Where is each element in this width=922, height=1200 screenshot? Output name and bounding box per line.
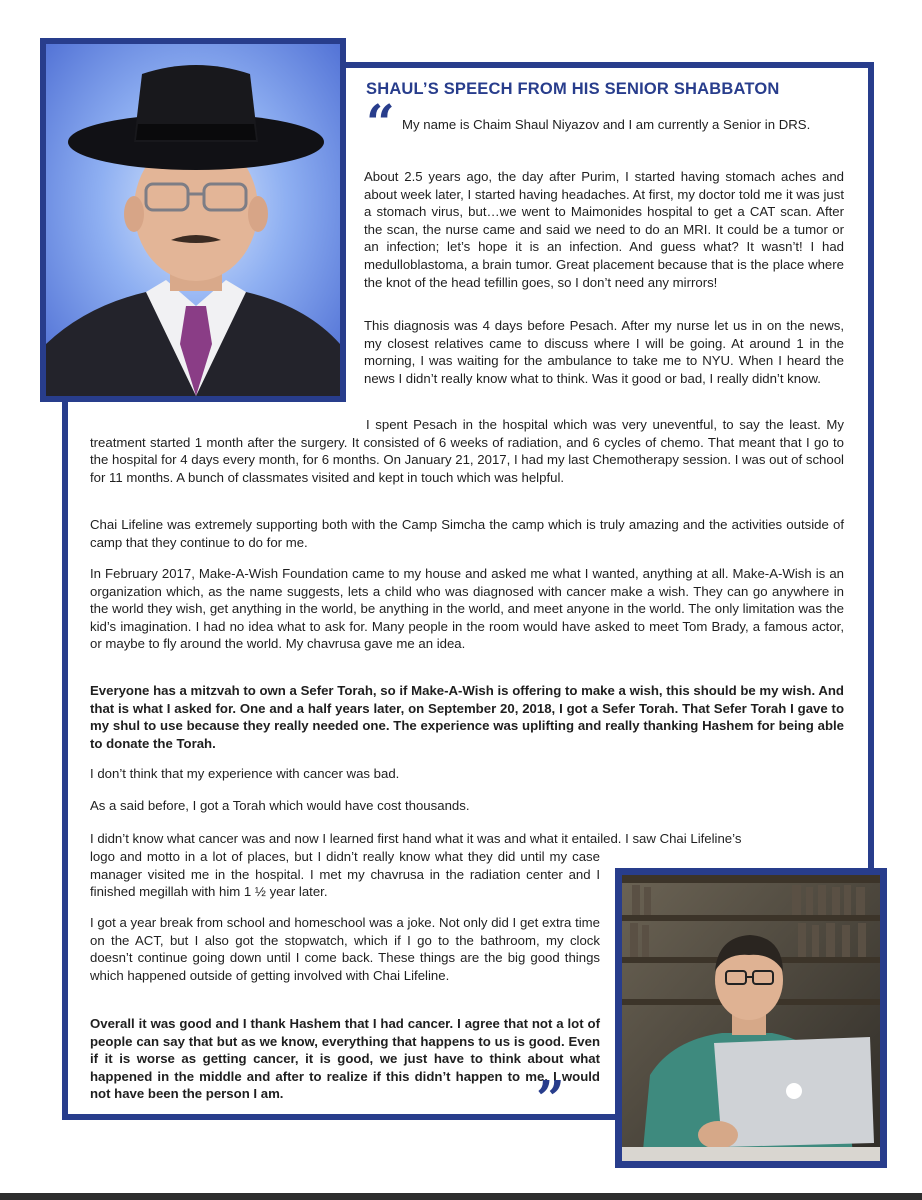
paragraph-chai-lifeline: Chai Lifeline was extremely supporting both with the Camp Simcha the camp which is truly amazing and the activities outside of camp that they continue to do for me.	[90, 517, 844, 550]
portrait-photo-hat	[40, 38, 346, 402]
bottom-edge-strip	[0, 1193, 922, 1200]
paragraph-torah-cost: As a said before, I got a Torah which would have cost thousands.	[90, 798, 470, 813]
open-quote-mark: “	[366, 93, 395, 152]
article-title: SHAUL’S SPEECH FROM HIS SENIOR SHABBATON	[366, 80, 780, 98]
paragraph-experience: I don’t think that my experience with cancer was bad.	[90, 766, 400, 781]
paragraph-diagnosis: This diagnosis was 4 days before Pesach. After my nurse let us in on the news, my closest relatives came to discuss where I will be going. At around 1 in the morning, I was waiting for the ambulance to take me to NYU. When I heard the news I didn’t really know what to think. Was it good or bad, I really didn’t know.	[364, 318, 844, 386]
paragraph-learning-line2: logo and motto in a lot of places, but I didn’t really know what they did until my case manager visited me in the hospital. I met my chavrusa in the radiation center and I finished megillah with him 1 ½ year later.	[90, 849, 600, 900]
close-quote-mark: ”	[536, 1069, 565, 1128]
photo-student-laptop	[615, 868, 887, 1168]
paragraph-school-break: I got a year break from school and homeschool was a joke. Not only did I get extra time on the ACT, but I also got the stopwatch, which if I go to the bathroom, my clock doesn’t continue going down until I come back. These things are the big good things which happened outside of getting involved with Chai Lifeline.	[90, 915, 600, 983]
paragraph-intro: My name is Chaim Shaul Niyazov and I am currently a Senior in DRS.	[402, 117, 811, 132]
paragraph-make-a-wish: In February 2017, Make-A-Wish Foundation came to my house and asked me what I wanted, anything at all. Make-A-Wish is an organization which, as the name suggests, lets a child who was diagnosed with cancer make a wish. They can go anywhere in the world they wish, get anything in the world, be anything in the world, and meet anyone in the world. The only limitation was the kid’s imagination. I had no idea what to ask for. Many people in the room would have asked to meet Tom Brady, a famous actor, or maybe to fly around the world. My chavrusa gave me an idea.	[90, 566, 844, 652]
paragraph-treatment: I spent Pesach in the hospital which was very uneventful, to say the least. My treatment started 1 month after the surgery. It consisted of 6 weeks of radiation, and 6 cycles of chemo. That meant that I go to the hospital for 4 days every month, for 6 months. On January 21, 2017, I had my last Chemotherapy session. I was out of school for 11 months. A bunch of classmates visited and kept in touch which was helpful.	[90, 417, 844, 485]
paragraph-sefer-torah: Everyone has a mitzvah to own a Sefer Torah, so if Make-A-Wish is offering to make a wish, this should be my wish. And that is what I asked for. One and a half years later, on September 20, 2018, I got a Sefer Torah. That Sefer Torah I gave to my shul to use because they really needed one. The experience was uplifting and really thanking Hashem for being able to donate the Torah.	[90, 683, 844, 751]
paragraph-symptoms: About 2.5 years ago, the day after Purim, I started having stomach aches and about week later, I started having headaches. At first, my doctor told me it was just a stomach virus, but…we went to Maimonides hospital to get a CAT scan. After the scan, the nurse came and said we need to do an MRI. It could be a tumor or an infection; let’s hope it is an infection. And guess what? It wasn’t! I had medulloblastoma, a brain tumor. Great placement because that is the place where the knot of the head tefillin goes, so I don’t need any mirrors!	[364, 169, 844, 290]
paragraph-learning-line1: I didn’t know what cancer was and now I learned first hand what it was and what it entailed. I saw Chai Lifeline’s	[90, 831, 742, 846]
paragraph-conclusion: Overall it was good and I thank Hashem that I had cancer. I agree that not a lot of people can say that but as we know, everything that happens to us is good. Even if it is worse as getting cancer, it is good, we just have to think about what happened in the middle and after to realize if this didn’t happen to me, I would not have been the person I am.	[90, 1016, 600, 1102]
